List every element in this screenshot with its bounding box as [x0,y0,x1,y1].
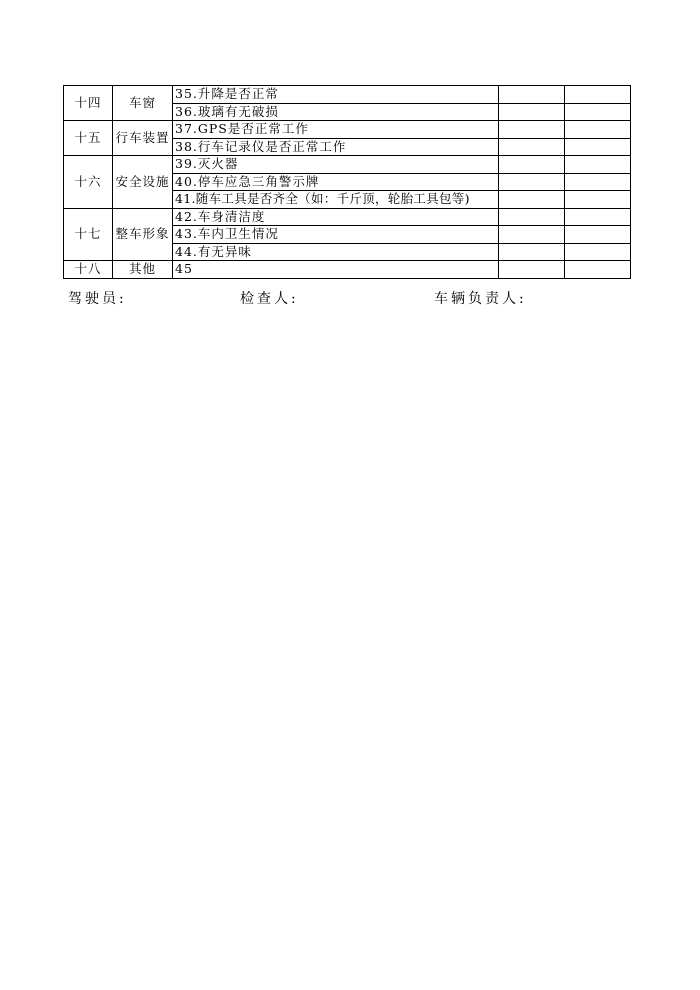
section-number: 十八 [64,261,113,279]
section-number: 十五 [64,121,113,156]
inspection-table [63,85,631,279]
vehicle-manager-signature-label: 车辆负责人: [434,291,527,307]
section-number: 十四 [64,86,113,121]
remark-cell [565,226,631,244]
remark-cell [565,173,631,191]
result-cell [499,138,565,156]
check-item: 43.车内卫生情况 [173,226,499,244]
result-cell [499,121,565,139]
remark-cell [565,156,631,174]
check-item: 37.GPS是否正常工作 [173,121,499,139]
check-item: 41.随车工具是否齐全（如：千斤顶，轮胎工具包等) [173,191,499,209]
remark-cell [565,191,631,209]
remark-cell [565,261,631,279]
remark-cell [565,243,631,261]
inspector-signature-label: 检查人: [240,291,299,307]
result-cell [499,156,565,174]
section-category: 安全设施 [113,156,173,209]
result-cell [499,191,565,209]
driver-signature-label: 驾驶员: [68,291,127,307]
result-cell [499,173,565,191]
section-category: 其他 [113,261,173,279]
check-item: 39.灭火器 [173,156,499,174]
remark-cell [565,208,631,226]
check-item: 44.有无异味 [173,243,499,261]
check-item: 40.停车应急三角警示牌 [173,173,499,191]
remark-cell [565,103,631,121]
result-cell [499,208,565,226]
table-row [64,208,631,226]
check-item: 38.行车记录仪是否正常工作 [173,138,499,156]
inspection-table-body [64,86,631,279]
check-item: 42.车身清洁度 [173,208,499,226]
section-number: 十七 [64,208,113,261]
result-cell [499,103,565,121]
result-cell [499,261,565,279]
section-category: 车窗 [113,86,173,121]
result-cell [499,86,565,104]
result-cell [499,243,565,261]
section-number: 十六 [64,156,113,209]
remark-cell [565,121,631,139]
section-category: 整车形象 [113,208,173,261]
table-row [64,156,631,174]
remark-cell [565,138,631,156]
table-row [64,86,631,104]
section-category: 行车装置 [113,121,173,156]
table-row [64,121,631,139]
check-item: 36.玻璃有无破损 [173,103,499,121]
check-item: 45 [173,261,499,279]
check-item: 35.升降是否正常 [173,86,499,104]
table-row [64,261,631,279]
result-cell [499,226,565,244]
remark-cell [565,86,631,104]
